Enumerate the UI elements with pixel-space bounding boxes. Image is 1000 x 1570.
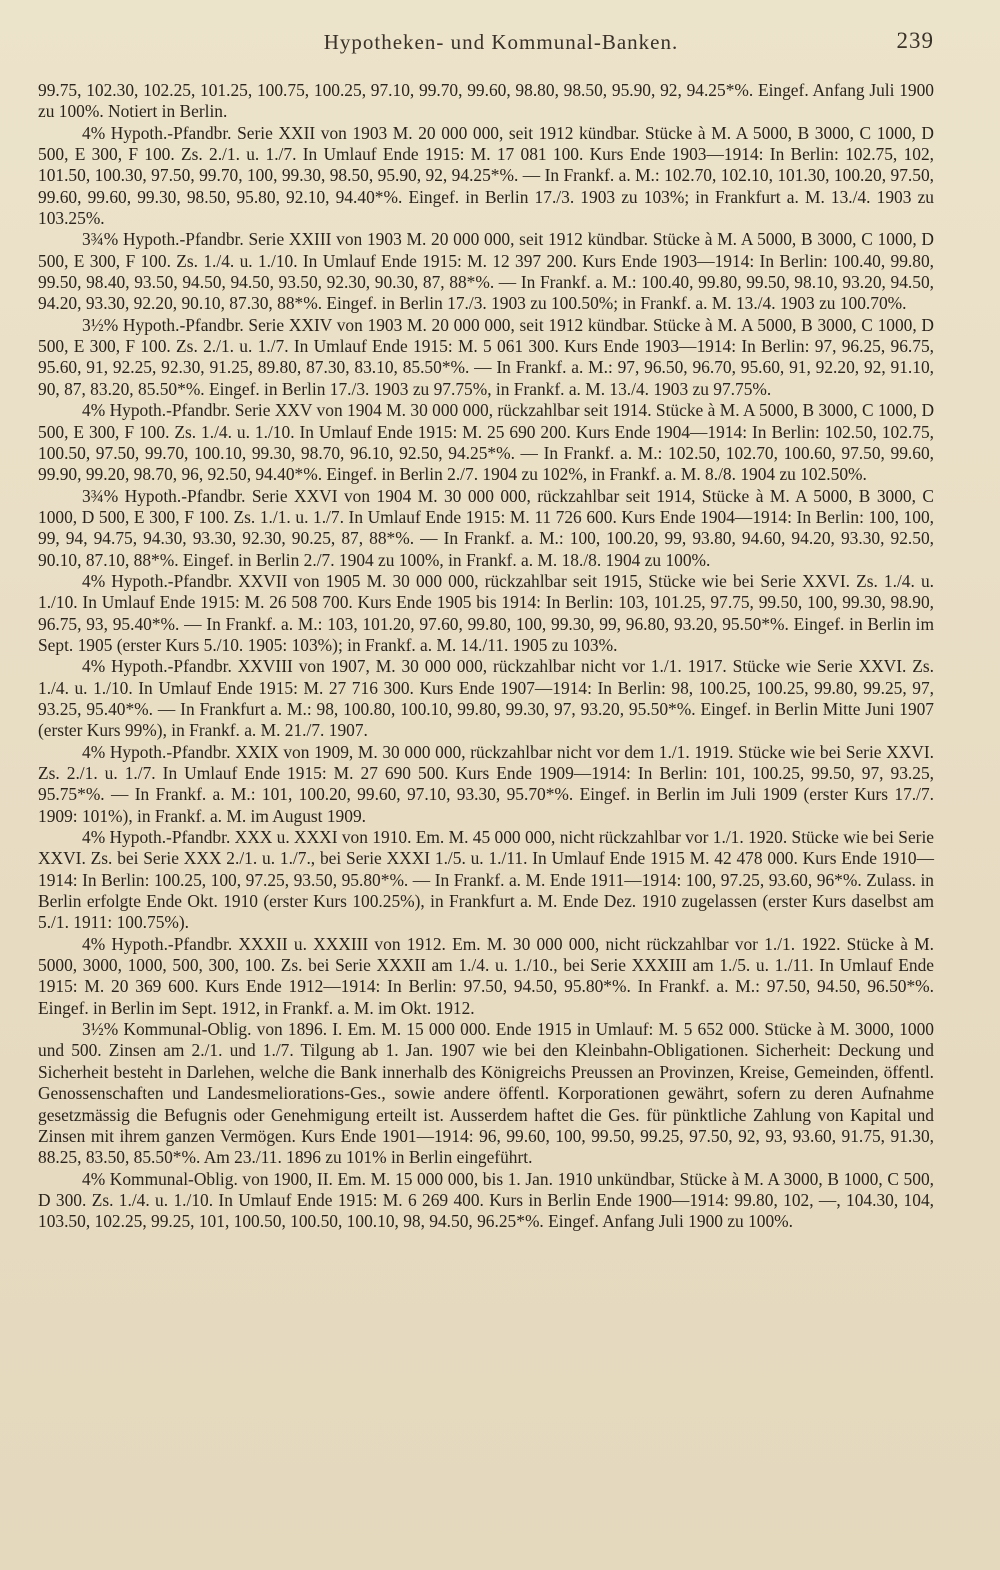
paragraph-serie-xxii: 4% Hypoth.-Pfandbr. Serie XXII von 1903 M. 20 000 000, seit 1912 kündbar. Stücke à M. A 5000, B 3000, C 1000, D 500, E 300, F 100. Zs. 2./1. u. 1./7. In Umlauf Ende 1915: M. 17 081 100. Kurs Ende 1903—1914: In Berlin: 102.75, 102, 101.50, 100.30, 97.50, 99.70, 100, 99.30, 98.50, 95.90, 92, 94.25*%. — In Frankf. a. M.: 102.70, 102.10, 101.30, 100.20, 97.50, 99.60, 99.60, 99.30, 98.50, 95.80, 92.10, 94.40*%. Eingef. in Berlin 17./3. 1903 zu 103%; in Frankfurt a. M. 13./4. 1903 zu 103.25%. (38, 122, 934, 229)
paragraph-serie-xxv: 4% Hypoth.-Pfandbr. Serie XXV von 1904 M. 30 000 000, rückzahlbar seit 1914. Stücke à M. A 5000, B 3000, C 1000, D 500, E 300, F 100. Zs. 1./4. u. 1./10. In Umlauf Ende 1915: M. 25 690 200. Kurs Ende 1904—1914: In Berlin: 102.50, 102.75, 100.50, 97.50, 99.70, 100.10, 99.30, 98.70, 96.10, 92.50, 94.25*%. — In Frankf. a. M.: 102.50, 102.70, 100.60, 97.50, 99.60, 99.90, 99.20, 98.70, 96, 92.50, 94.40*%. Eingef. in Berlin 2./7. 1904 zu 102%, in Frankf. a. M. 8./8. 1904 zu 102.50%. (38, 400, 934, 485)
paragraph-kommunal-oblig-1900: 4% Kommunal-Oblig. von 1900, II. Em. M. 15 000 000, bis 1. Jan. 1910 unkündbar, Stücke à M. A 3000, B 1000, C 500, D 300. Zs. 1./4. u. 1./10. In Umlauf Ende 1915: M. 6 269 400. Kurs in Berlin Ende 1900—1914: 99.80, 102, —, 104.30, 104, 103.50, 102.25, 99.25, 101, 100.50, 100.50, 100.10, 98, 94.50, 96.25*%. Eingef. Anfang Juli 1900 zu 100%. (38, 1168, 934, 1232)
paragraph-serie-xxxii-xxxiii: 4% Hypoth.-Pfandbr. XXXII u. XXXIII von 1912. Em. M. 30 000 000, nicht rückzahlbar vor 1./1. 1922. Stücke à M. 5000, 3000, 1000, 500, 300, 100. Zs. bei Serie XXXII am 1./4. u. 1./10., bei Serie XXXIII am 1./5. u. 1./11. In Umlauf Ende 1915: M. 20 369 600. Kurs Ende 1912—1914: In Berlin: 97.50, 94.50, 95.80*%. In Frankf. a. M.: 97.50, 94.50, 96.50*%. Eingef. in Berlin im Sept. 1912, in Frankf. a. M. im Okt. 1912. (38, 933, 934, 1018)
paragraph-serie-xxx-xxxi: 4% Hypoth.-Pfandbr. XXX u. XXXI von 1910. Em. M. 45 000 000, nicht rückzahlbar vor 1./1. 1920. Stücke wie bei Serie XXVI. Zs. bei Serie XXX 2./1. u. 1./7., bei Serie XXXI 1./5. u. 1./11. In Umlauf Ende 1915 M. 42 478 000. Kurs Ende 1910—1914: In Berlin: 100.25, 100, 97.25, 93.50, 95.80*%. — In Frankf. a. M. Ende 1911—1914: 100, 97.25, 93.60, 96*%. Zulass. in Berlin erfolgte Ende Okt. 1910 (erster Kurs 100.25%), in Frankfurt a. M. Ende Dez. 1910 zugelassen (erster Kurs daselbst am 5./1. 1911: 100.75%). (38, 827, 935, 933)
paragraph-serie-xxiii: 3¾% Hypoth.-Pfandbr. Serie XXIII von 1903 M. 20 000 000, seit 1912 kündbar. Stücke à M. A 5000, B 3000, C 1000, D 500, E 300, F 100. Zs. 1./4. u. 1./10. In Umlauf Ende 1915: M. 12 397 200. Kurs Ende 1903—1914: In Berlin: 100.40, 99.80, 99.50, 98.40, 93.50, 94.50, 94.50, 93.50, 92.30, 90.30, 87, 88*%. — In Frankf. a. M.: 100.40, 99.80, 99.50, 98.10, 93.20, 94.50, 94.20, 93.30, 92.20, 90.10, 87.30, 88*%. Eingef. in Berlin 17./3. 1903 zu 100.50%; in Frankf. a. M. 13./4. 1903 zu 100.70%. (38, 229, 934, 314)
paragraph-continuation: 99.75, 102.30, 102.25, 101.25, 100.75, 100.25, 97.10, 99.70, 99.60, 98.80, 98.50, 95.90, 92, 94.25*%. Eingef. Anfang Juli 1900 zu 100%. Notiert in Berlin. (38, 80, 934, 122)
paragraph-serie-xxvi: 3¾% Hypoth.-Pfandbr. Serie XXVI von 1904 M. 30 000 000, rückzahlbar seit 1914, Stücke à M. A 5000, B 3000, C 1000, D 500, E 300, F 100. Zs. 1./1. u. 1./7. In Umlauf Ende 1915: M. 11 726 600. Kurs Ende 1904—1914: In Berlin: 100, 100, 99, 94, 94.75, 94.30, 93.30, 92.30, 90.25, 87, 88*%. — In Frankf. a. M.: 100, 100.20, 99, 93.80, 94.60, 94.20, 93.30, 92.50, 90.10, 87.10, 88*%. Eingef. in Berlin 2./7. 1904 zu 100%, in Frankf. a. M. 18./8. 1904 zu 100%. (38, 485, 934, 570)
paragraph-kommunal-oblig-1896: 3½% Kommunal-Oblig. von 1896. I. Em. M. 15 000 000. Ende 1915 in Umlauf: M. 5 652 000. Stücke à M. 3000, 1000 und 500. Zinsen am 2./1. und 1./7. Tilgung ab 1. Jan. 1907 wie bei den Kleinbahn-Obligationen. Sicherheit: Deckung und Sicherheit besteht in Darlehen, welche die Bank innerhalb des Königreichs Preussen an Provinzen, Kreise, Gemeinden, öffentl. Genossenschaften und Landesmeliorations-Ges., sowie andere öffentl. Korporationen gewährt, sofern zu deren Aufnahme gesetzmässig die Befugnis oder Genehmigung erteilt ist. Ausserdem haftet die Ges. für pünktliche Zahlung von Kapital und Zinsen mit ihrem ganzen Vermögen. Kurs Ende 1901—1914: 96, 99.60, 100, 99.50, 99.25, 97.50, 92, 93, 93.60, 91.75, 91.30, 88.25, 83.50, 85.50*%. Am 23./11. 1896 zu 101% in Berlin eingeführt. (38, 1019, 934, 1168)
page-number: 239 (896, 28, 934, 53)
page-body (38, 80, 934, 1233)
paragraph-serie-xxviii: 4% Hypoth.-Pfandbr. XXVIII von 1907, M. 30 000 000, rückzahlbar nicht vor 1./1. 1917. Stücke wie Serie XXVI. Zs. 1./4. u. 1./10. In Umlauf Ende 1915: M. 27 716 300. Kurs Ende 1907—1914: In Berlin: 98, 100.25, 100.25, 99.80, 99.25, 97, 93.25, 95.40*%. — In Frankfurt a. M.: 98, 100.80, 100.10, 99.80, 99.30, 97, 93.20, 95.50*%. Eingef. in Berlin Mitte Juni 1907 (erster Kurs 99%), in Frankf. a. M. 21./7. 1907. (38, 656, 934, 741)
running-title: Hypotheken- und Kommunal-Banken. (323, 30, 679, 54)
paragraph-serie-xxiv: 3½% Hypoth.-Pfandbr. Serie XXIV von 1903 M. 20 000 000, seit 1912 kündbar. Stücke à M. A 5000, B 3000, C 1000, D 500, E 300, F 100. Zs. 2./1. u. 1./7. In Umlauf Ende 1915: M. 5 061 300. Kurs Ende 1903—1914: In Berlin: 97, 96.25, 96.75, 95.60, 91, 92.25, 92.30, 91.25, 89.80, 87.30, 83.10, 85.50*%. — In Frankf. a. M.: 97, 96.50, 96.70, 95.60, 91, 92.20, 92, 91.10, 90, 87, 83.20, 85.50*%. Eingef. in Berlin 17./3. 1903 zu 97.75%, in Frankf. a. M. 13./4. 1903 zu 97.75%. (38, 314, 934, 399)
page-header (38, 30, 934, 60)
paragraph-serie-xxix: 4% Hypoth.-Pfandbr. XXIX von 1909, M. 30 000 000, rückzahlbar nicht vor dem 1./1. 1919. Stücke wie bei Serie XXVI. Zs. 2./1. u. 1./7. In Umlauf Ende 1915: M. 27 690 500. Kurs Ende 1909—1914: In Berlin: 101, 100.25, 99.50, 97, 93.25, 95.75*%. — In Frankf. a. M.: 101, 100.20, 99.60, 97.10, 93.30, 95.70*%. Eingef. in Berlin im Juli 1909 (erster Kurs 17./7. 1909: 101%), in Frankf. a. M. im August 1909. (38, 741, 934, 826)
paragraph-serie-xxvii: 4% Hypoth.-Pfandbr. XXVII von 1905 M. 30 000 000, rückzahlbar seit 1915, Stücke wie bei Serie XXVI. Zs. 1./4. u. 1./10. In Umlauf Ende 1915: M. 26 508 700. Kurs Ende 1905 bis 1914: In Berlin: 103, 101.25, 97.75, 99.50, 100, 99.30, 98.90, 96.75, 93, 95.40*%. — In Frankf. a. M.: 103, 101.20, 97.60, 99.80, 100, 99.30, 99, 96.80, 93.20, 95.50*%. Eingef. in Berlin im Sept. 1905 (erster Kurs 5./10. 1905: 103%); in Frankf. a. M. 14./11. 1905 zu 103%. (38, 570, 934, 655)
